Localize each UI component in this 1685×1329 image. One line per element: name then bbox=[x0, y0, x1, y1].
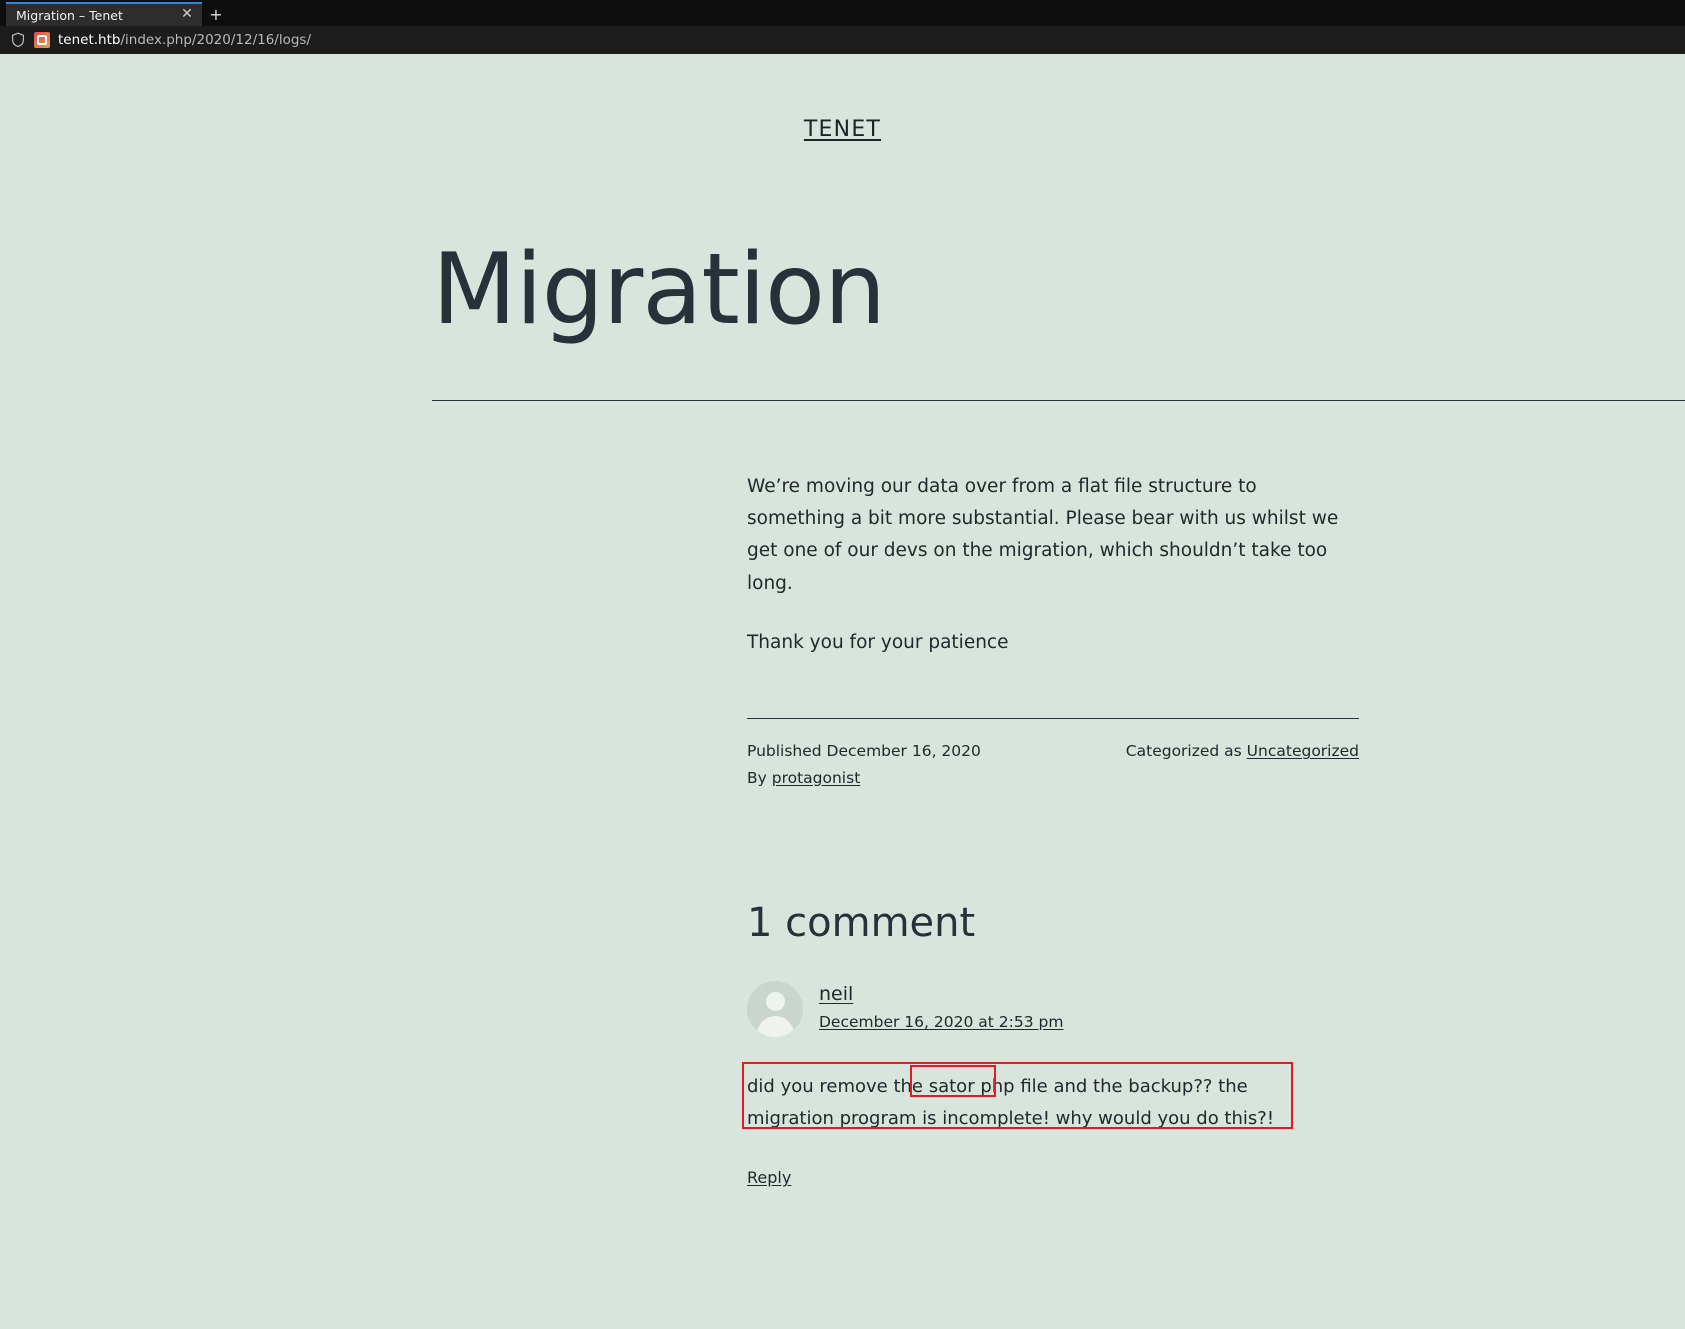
new-tab-button[interactable]: + bbox=[209, 4, 223, 24]
url-host: tenet.htb bbox=[58, 32, 121, 48]
comment-text-before: did you remove the bbox=[747, 1076, 929, 1098]
url-path: /index.php/2020/12/16/logs/ bbox=[120, 32, 312, 48]
comment-text-after: file and the backup?? the migration program is incomplete! why would you do this?! bbox=[747, 1076, 1275, 1129]
comment-text-highlight: sator php bbox=[928, 1076, 1015, 1098]
post-paragraph-1: We’re moving our data over from a flat file structure to something a bit more substantial. Please bear with us whilst we get one of our devs on the migration, which shouldn’t take too long. bbox=[747, 476, 1339, 594]
comment-header bbox=[819, 981, 1063, 1031]
author-link[interactable]: protagonist bbox=[771, 768, 861, 787]
post-category-line bbox=[1126, 738, 1359, 765]
meta-divider bbox=[747, 718, 1359, 719]
by-prefix: By bbox=[747, 768, 772, 787]
post-paragraph-2: Thank you for your patience bbox=[747, 631, 1009, 653]
site-title-link[interactable]: TENET bbox=[803, 117, 882, 142]
comment-date-link[interactable]: December 16, 2020 at 2:53 pm bbox=[819, 1013, 1064, 1032]
comment-item bbox=[747, 981, 1359, 1037]
page-content bbox=[0, 54, 1685, 1329]
url-bar[interactable] bbox=[0, 26, 1685, 54]
tab-title: Migration – Tenet bbox=[16, 7, 123, 23]
post-meta bbox=[747, 738, 1359, 791]
site-favicon-icon bbox=[34, 32, 50, 48]
category-link[interactable]: Uncategorized bbox=[1246, 741, 1359, 760]
post-author-line bbox=[747, 765, 1359, 792]
url-text bbox=[58, 32, 311, 48]
post-content bbox=[747, 401, 1359, 1187]
categorized-prefix: Categorized as bbox=[1125, 741, 1247, 760]
avatar bbox=[747, 981, 803, 1037]
page-title: Migration bbox=[432, 233, 886, 347]
shield-icon[interactable] bbox=[10, 32, 26, 48]
comment-author-link[interactable]: neil bbox=[819, 983, 854, 1006]
browser-chrome bbox=[0, 0, 1685, 54]
site-header bbox=[0, 54, 1685, 142]
comments-heading: 1 comment bbox=[747, 900, 976, 947]
close-icon[interactable]: ✕ bbox=[181, 6, 193, 22]
reply-link[interactable]: Reply bbox=[747, 1168, 792, 1188]
comment-text bbox=[747, 1071, 1337, 1134]
tab-migration[interactable] bbox=[6, 2, 202, 26]
avatar-body-shape bbox=[757, 1016, 794, 1037]
post-published: Published December 16, 2020 bbox=[747, 741, 981, 760]
avatar-head-shape bbox=[766, 992, 785, 1011]
tab-strip bbox=[0, 0, 1685, 26]
